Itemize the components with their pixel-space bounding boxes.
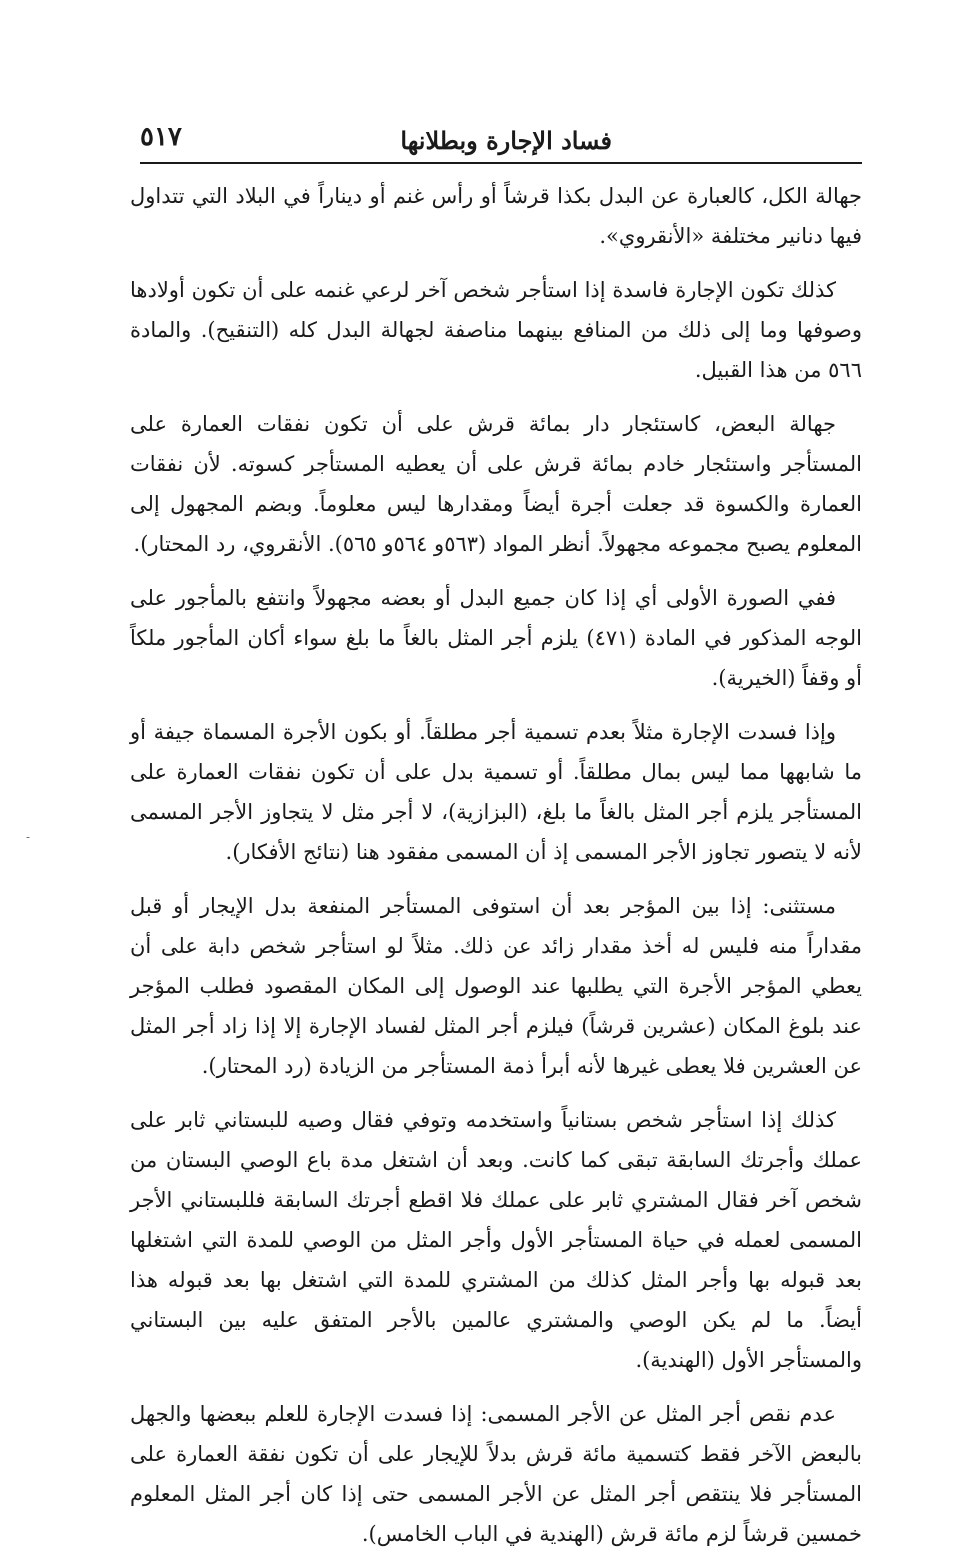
chapter-title: فساد الإجارة وبطلانها: [400, 126, 612, 155]
running-header: [140, 118, 862, 166]
page-number: ٥١٧: [140, 122, 182, 152]
body-text: [130, 176, 862, 1568]
header-rule: [140, 162, 862, 164]
paragraph: عدم نقص أجر المثل عن الأجر المسمى: إذا فسدت الإجارة للعلم ببعضها والجهل بالبعض الآخر فقط كتسمية مائة قرش بدلاً للإيجار على أن تكون نفقة العمارة على المستأجر فلا ينتقص أجر المثل عن الأجر المسمى حتى إذا كان أجر المثل المعلوم خمسين قرشاً لزم مائة قرش (الهندية في الباب الخامس).: [130, 1402, 862, 1546]
paragraph: مستثنى: إذا بين المؤجر بعد أن استوفى المستأجر المنفعة بدل الإيجار أو قبل مقداراً منه فليس له أخذ مقدار زائد عن ذلك. مثلاً لو استأجر شخص دابة على أن يعطي المؤجر الأجرة التي يطلبها عند الوصول إلى المكان المقصود فطلب المؤجر عند بلوغ المكان (عشرين قرشاً) فيلزم أجر المثل لفساد الإجارة إلا إذا زاد أجر المثل عن العشرين فلا يعطى غيرها لأنه أبرأ ذمة المستأجر من الزيادة (رد المحتار).: [130, 894, 862, 1078]
paragraph: كذلك تكون الإجارة فاسدة إذا استأجر شخص آخر لرعي غنمه على أن تكون أولادها وصوفها وما إلى ذلك من المنافع بينهما مناصفة لجهالة البدل كله (التنقيح). والمادة ٥٦٦ من هذا القبيل.: [130, 278, 862, 382]
paragraph: كذلك إذا استأجر شخص بستانياً واستخدمه وتوفي فقال وصيه للبستاني ثابر على عملك وأجرتك السابقة تبقى كما كانت. وبعد أن اشتغل مدة باع الوصي البستان من شخص آخر فقال المشتري ثابر على عملك فلا اقطع أجرتك السابقة فللبستاني الأجر المسمى لعمله في حياة المستأجر الأول وأجر المثل من الوصي للمدة التي اشتغلها بعد قبوله بها وأجر المثل كذلك من المشتري للمدة التي اشتغل بها بعد قبوله هذا أيضاً. ما لم يكن الوصي والمشتري عالمين بالأجر المتفق عليه بين البستاني والمستأجر الأول (الهندية).: [130, 1108, 862, 1372]
paragraph: ففي الصورة الأولى أي إذا كان جميع البدل أو بعضه مجهولاً وانتفع بالمأجور على الوجه المذكور في المادة (٤٧١) يلزم أجر المثل بالغاً ما بلغ سواء أكان المأجور ملكاً أو وقفاً (الخيرية).: [130, 586, 862, 690]
paragraph: وإذا فسدت الإجارة مثلاً بعدم تسمية أجر مطلقاً. أو بكون الأجرة المسماة جيفة أو ما شابهها مما ليس بمال مطلقاً. أو تسمية بدل على أن تكون نفقات العمارة على المستأجر يلزم أجر المثل بالغاً ما بلغ، (البزازية)، لا أجر مثل لا يتجاوز الأجر المسمى لأنه لا يتصور تجاوز الأجر المسمى إذ أن المسمى مفقود هنا (نتائج الأفكار).: [130, 720, 862, 864]
margin-speck: ‑: [26, 830, 31, 844]
paragraph: جهالة الكل، كالعبارة عن البدل بكذا قرشاً أو رأس غنم أو ديناراً في البلاد التي تتداول فيها دنانير مختلفة «الأنقروي».: [130, 184, 862, 248]
paragraph: جهالة البعض، كاستئجار دار بمائة قرش على أن تكون نفقات العمارة على المستأجر واستئجار خادم بمائة قرش على أن يعطيه المستأجر كسوته. لأن نفقات العمارة والكسوة قد جعلت أجرة أيضاً ومقدارها ليس معلوماً. وبضم المجهول إلى المعلوم يصبح مجموعه مجهولاً. أنظر المواد (٥٦٣و ٥٦٤و ٥٦٥). الأنقروي، رد المحتار).: [130, 412, 862, 556]
